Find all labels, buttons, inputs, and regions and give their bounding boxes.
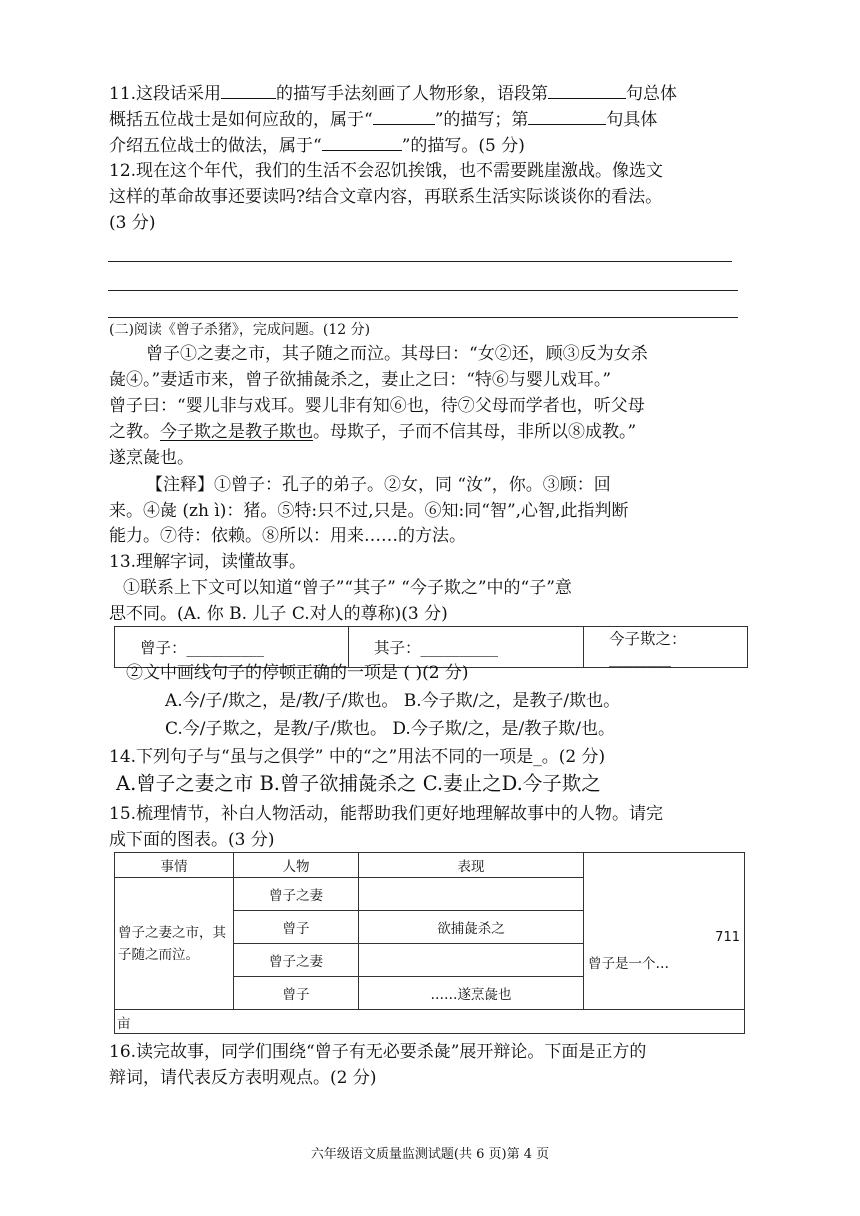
answer-blank[interactable] (528, 107, 606, 125)
q13-sub1: ①联系上下文可以知道“曾子”“其子” “今子欺之”中的“子”意 (123, 578, 572, 598)
q13-options: C.今/子欺之，是教/子/欺也。 D.今子欺/之，是/教子欺/也。 (165, 719, 616, 739)
answer-blank[interactable] (221, 81, 276, 99)
q12-line3: (3 分) (109, 213, 156, 233)
passage-line: 彘④。”妻适市来，曾子欲捕彘杀之，妻止之曰：“特⑥与婴儿戏耳。” (109, 370, 612, 390)
action-cell: ……遂烹彘也 (359, 977, 584, 1010)
q13-title: 13.理解字词，读懂故事。 (109, 552, 307, 572)
q14-options: A.曾子之妻之市 B.曾子欲捕彘杀之 C.妻止之D.今子欺之 (116, 772, 601, 795)
event-cell: 曾子之妻之市，其子随之而泣。 (115, 878, 234, 1010)
notes-line: 【注释】①曾子：孔子的弟子。②女，同 “汝”，你。③顾：回 (146, 475, 611, 495)
underlined-sentence: 今子欺之是教子欺也 (160, 422, 313, 442)
q12-line2: 这样的革命故事还要读吗?结合文章内容，再联系生活实际谈谈你的看法。 (109, 187, 663, 207)
notes-line: 能力。⑦待：依赖。⑧所以：用来……的方法。 (109, 526, 466, 546)
answer-blank[interactable] (322, 133, 402, 151)
passage-line: 遂烹彘也。 (109, 448, 194, 468)
answer-cell[interactable]: 今子欺之：________ (584, 627, 748, 668)
passage-line: 曾子曰：“婴儿非与戏耳。婴儿非有知⑥也，待⑦父母而学者也，听父母 (109, 396, 645, 416)
q16-line: 16.读完故事，同学们围绕“曾子有无必要杀彘”展开辩论。下面是正方的 (109, 1042, 647, 1062)
action-cell: 欲捕彘杀之 (359, 911, 584, 944)
action-cell[interactable] (359, 944, 584, 977)
summary-cell[interactable]: 曾子是一个… 711 (584, 853, 745, 1010)
answer-blank[interactable] (373, 107, 435, 125)
person-cell: 曾子之妻 (234, 944, 359, 977)
answer-line[interactable] (108, 261, 732, 262)
answer-blank[interactable] (548, 81, 626, 99)
q13-sub1: 思不同。(A. 你 B. 儿子 C.对人的尊称)(3 分) (109, 604, 448, 624)
answer-line[interactable] (108, 317, 738, 318)
answer-cell[interactable]: 曾子：__________ (115, 627, 349, 668)
answer-line[interactable] (108, 290, 738, 291)
header-cell: 事情 (115, 853, 234, 878)
q11-line1: 11.这段话采用 的描写手法刻画了人物形象，语段第 句总体 (109, 81, 677, 105)
passage-line: 曾子①之妻之市，其子随之而泣。其母曰：“女②还，顾③反为女杀 (146, 344, 648, 364)
section-title: (二)阅读《曾子杀猪》，完成问题。(12 分) (109, 322, 371, 338)
q12-line1: 12.现在这个年代，我们的生活不会忍饥挨饿，也不需要跳崖激战。像选文 (109, 161, 664, 181)
q13-sub2: ②文中画线句子的停顿正确的一项是 ( )(2 分) (126, 663, 469, 683)
page-footer: 六年级语文质量监测试题(共 6 页)第 4 页 (310, 1147, 550, 1162)
bottom-row: 亩 (115, 1010, 745, 1034)
q11-line3: 介绍五位战士的做法，属于“ ”的描写。(5 分) (109, 133, 525, 157)
q15-chart-table (114, 852, 745, 1034)
person-cell: 曾子 (234, 977, 359, 1010)
person-cell: 曾子之妻 (234, 878, 359, 911)
person-cell: 曾子 (234, 911, 359, 944)
q15-line: 成下面的图表。(3 分) (109, 830, 275, 850)
q11-line2: 概括五位战士是如何应敌的，属于“ ”的描写；第 句具体 (109, 107, 657, 131)
stray-number: 711 (715, 930, 740, 945)
q13-options: A.今/子/欺之，是/教/子/欺也。 B.今子欺/之，是教子/欺也。 (165, 691, 621, 711)
notes-line: 来。④彘 (zh ì)：猪。⑤特:只不过,只是。⑥知:同“智”,心智,此指判断 (109, 501, 629, 521)
passage-line: 之教。今子欺之是教子欺也。母欺子，子而不信其母，非所以⑧成教。” (109, 422, 637, 442)
answer-cell[interactable]: 其子：__________ (349, 627, 584, 668)
header-cell: 人物 (234, 853, 359, 878)
action-cell[interactable] (359, 878, 584, 911)
q15-line: 15.梳理情节，补白人物活动，能帮助我们更好地理解故事中的人物。请完 (109, 804, 664, 824)
header-cell: 表现 (359, 853, 584, 878)
q16-line: 辩词，请代表反方表明观点。(2 分) (109, 1068, 377, 1088)
q14-line: 14.下列句子与“虽与之俱学” 中的“之”用法不同的一项是_。(2 分) (109, 747, 606, 767)
